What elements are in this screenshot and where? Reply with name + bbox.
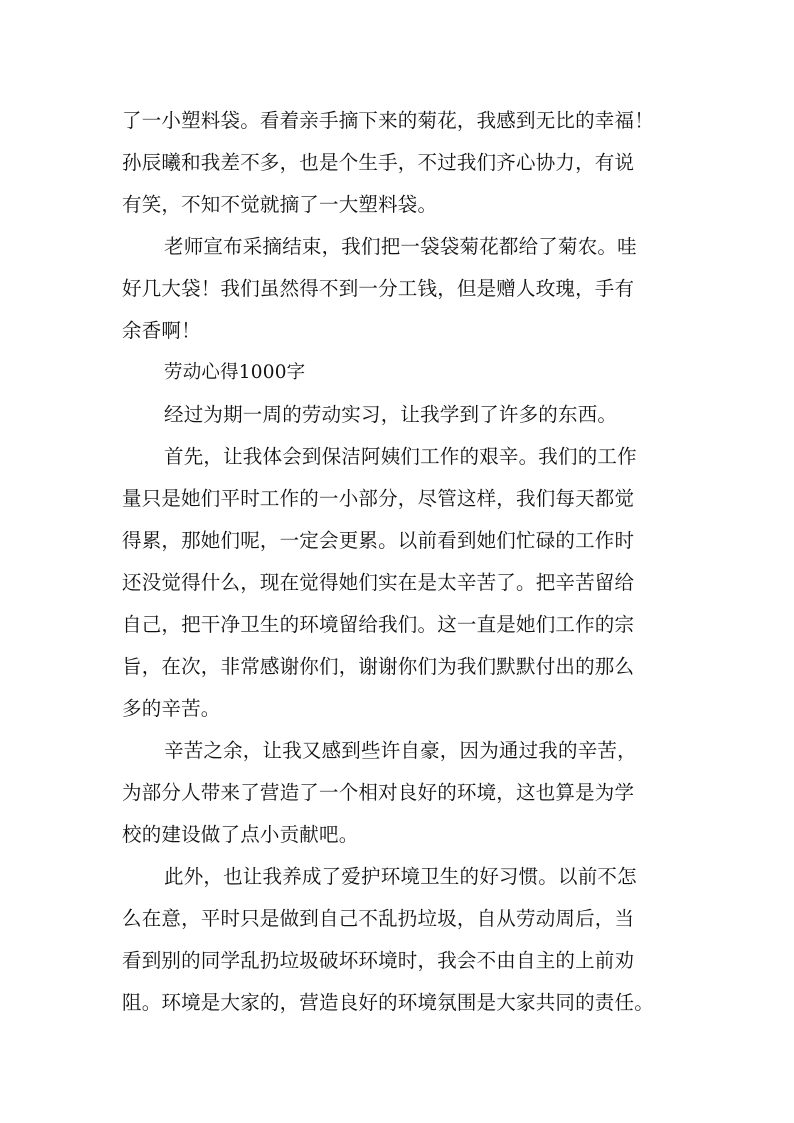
text-line: 校的建设做了点小贡献吧。 <box>122 823 359 846</box>
text-line: 好几大袋！我们虽然得不到一分工钱，但是赠人玫瑰，手有 <box>122 277 635 300</box>
text-line: 看到别的同学乱扔垃圾破坏环境时，我会不由自主的上前劝 <box>122 949 635 972</box>
text-line: 余香啊！ <box>122 319 201 342</box>
text-line: 得累，那她们呢，一定会更累。以前看到她们忙碌的工作时 <box>122 529 635 552</box>
text-line: 还没觉得什么，现在觉得她们实在是太辛苦了。把辛苦留给 <box>122 571 635 594</box>
text-line: 多的辛苦。 <box>122 697 221 720</box>
section-heading: 劳动心得1000字 <box>164 362 306 383</box>
text-line: 辛苦之余，让我又感到些许自豪，因为通过我的辛苦， <box>164 739 637 762</box>
text-line: 阻。环境是大家的，营造良好的环境氛围是大家共同的责任。 <box>122 991 654 1014</box>
document-body <box>122 100 682 1024</box>
text-line: 有笑，不知不觉就摘了一大塑料袋。 <box>122 193 438 216</box>
text-line: 了一小塑料袋。看着亲手摘下来的菊花，我感到无比的幸福！ <box>122 109 654 132</box>
text-line: 自己，把干净卫生的环境留给我们。这一直是她们工作的宗 <box>122 613 635 636</box>
text-line: 此外，也让我养成了爱护环境卫生的好习惯。以前不怎 <box>164 865 637 888</box>
text-line: 首先，让我体会到保洁阿姨们工作的艰辛。我们的工作 <box>164 445 637 468</box>
text-line: 旨，在次，非常感谢你们，谢谢你们为我们默默付出的那么 <box>122 655 635 678</box>
text-line: 量只是她们平时工作的一小部分，尽管这样，我们每天都觉 <box>122 487 635 510</box>
text-line: 经过为期一周的劳动实习，让我学到了许多的东西。 <box>164 403 618 426</box>
text-line: 老师宣布采摘结束，我们把一袋袋菊花都给了菊农。哇 <box>164 235 637 258</box>
text-line: 为部分人带来了营造了一个相对良好的环境，这也算是为学 <box>122 781 635 804</box>
text-line: 孙辰曦和我差不多，也是个生手，不过我们齐心协力，有说 <box>122 151 635 174</box>
text-line: 么在意，平时只是做到自己不乱扔垃圾，自从劳动周后，当 <box>122 907 635 930</box>
